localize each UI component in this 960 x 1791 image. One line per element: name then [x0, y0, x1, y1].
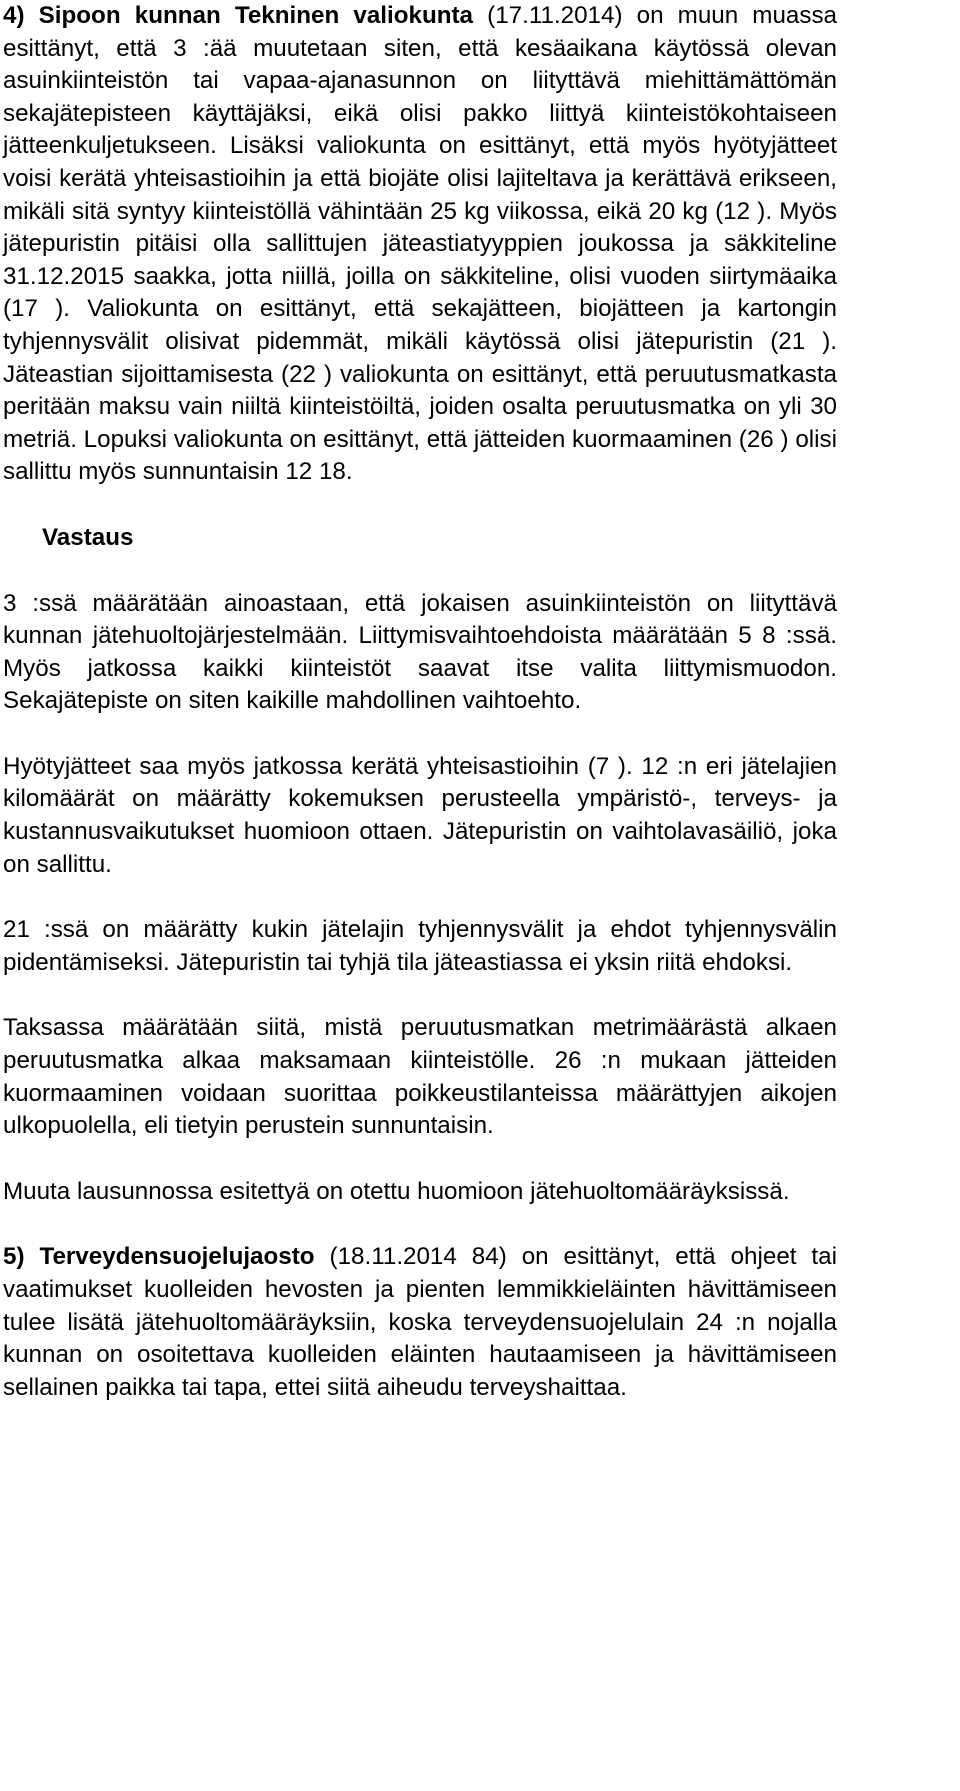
paragraph-text: (17.11.2014) on muun muassa esittänyt, että 3 :ää muutetaan siten, että kesäaikana käytössä olevan asuinkiinteistön tai vapaa-ajanasunnon on liityttävä miehittämättömän sekajätepisteen käyttäjäksi, eikä olisi pakko liittyä kiinteistökohtaiseen jätteenkuljetukseen. Lisäksi valiokunta on esittänyt, että myös hyötyjätteet voisi kerätä yhteisastioihin ja että biojäte olisi lajiteltava ja kerättävä erikseen, mikäli sitä syntyy kiinteistöllä vähintään 25 kg viikossa, eikä 20 kg (12 ). Myös jätepuristin pitäisi olla sallittujen jäteastiatyyppien joukossa ja säkkiteline 31.12.2015 saakka, jotta niillä, joilla on säkkiteline, olisi vuoden siirtymäaika (17 ). Valiokunta on esittänyt, että sekajätteen, biojätteen ja kartongin tyhjennysvälit olisivat pidemmät, mikäli käytössä olisi jätepuristin (21 ). Jäteastian sijoittamisesta (22 ) valiokunta on esittänyt, että peruutusmatkasta peritään maksu vain niiltä kiinteistöiltä, joiden osalta peruutusmatka on yli 30 metriä. Lopuksi valiokunta on esittänyt, että jätteiden kuormaaminen (26 ) olisi sallittu myös sunnuntaisin 12 18. [3, 2, 837, 486]
paragraph-text: (18.11.2014 84) on esittänyt, että ohjeet tai vaatimukset kuolleiden hevosten ja pienten lemmikkieläinten hävittämiseen tulee lisätä jätehuoltomääräyksiin, koska terveydensuojelulain 24 :n nojalla kunnan on osoitettava kuolleiden eläinten hautaamiseen ja hävittämiseen sellainen paikka tai tapa, ettei siitä aiheudu terveyshaittaa. [3, 1243, 837, 1401]
item-number: 4) [3, 2, 25, 29]
organization-name: Sipoon kunnan Tekninen valiokunta [38, 2, 474, 29]
paragraph-answer-recyclables: Hyötyjätteet saa myös jatkossa kerätä yhteisastioihin (7 ). 12 :n eri jätelajien kilomäärät on määrätty kokemuksen perusteella ympäristö-, terveys- ja kustannusvaikutukset huomioon ottaen. Jätepuristin on vaihtolavasäiliö, joka on sallittu. [3, 752, 837, 878]
paragraph-answer-other: Muuta lausunnossa esitettyä on otettu huomioon jätehuoltomääräyksissä. [3, 1177, 790, 1205]
document-page [3, 0, 837, 1404]
paragraph-answer-emptying: 21 :ssä on määrätty kukin jätelajin tyhjennysvälit ja ehdot tyhjennysvälin pidentämiseksi. Jätepuristin tai tyhjä tila jäteastiassa ei yksin riitä ehdoksi. [3, 916, 837, 976]
paragraph-answer-joining: 3 :ssä määrätään ainoastaan, että jokaisen asuinkiinteistön on liityttävä kunnan jätehuoltojärjestelmään. Liittymisvaihtoehdoista määrätään 5 8 :ssä. Myös jatkossa kaikki kiinteistöt saavat itse valita liittymismuodon. Sekajätepiste on siten kaikille mahdollinen vaihtoehto. [3, 589, 837, 715]
item-number: 5) [3, 1243, 25, 1271]
paragraph-sipoo-technical-committee [3, 0, 837, 489]
organization-name: Terveydensuojelujaosto [39, 1243, 315, 1271]
paragraph-answer-tariff: Taksassa määrätään siitä, mistä peruutusmatkan metrimäärästä alkaen peruutusmatka alkaa maksamaan kiinteistölle. 26 :n mukaan jätteiden kuormaaminen voidaan suorittaa poikkeustilanteissa määrättyjen aikojen ulkopuolella, eli tietyin perustein sunnuntaisin. [3, 1014, 837, 1140]
paragraph-health-protection-division [3, 1241, 837, 1404]
section-heading-vastaus: Vastaus [42, 523, 134, 551]
